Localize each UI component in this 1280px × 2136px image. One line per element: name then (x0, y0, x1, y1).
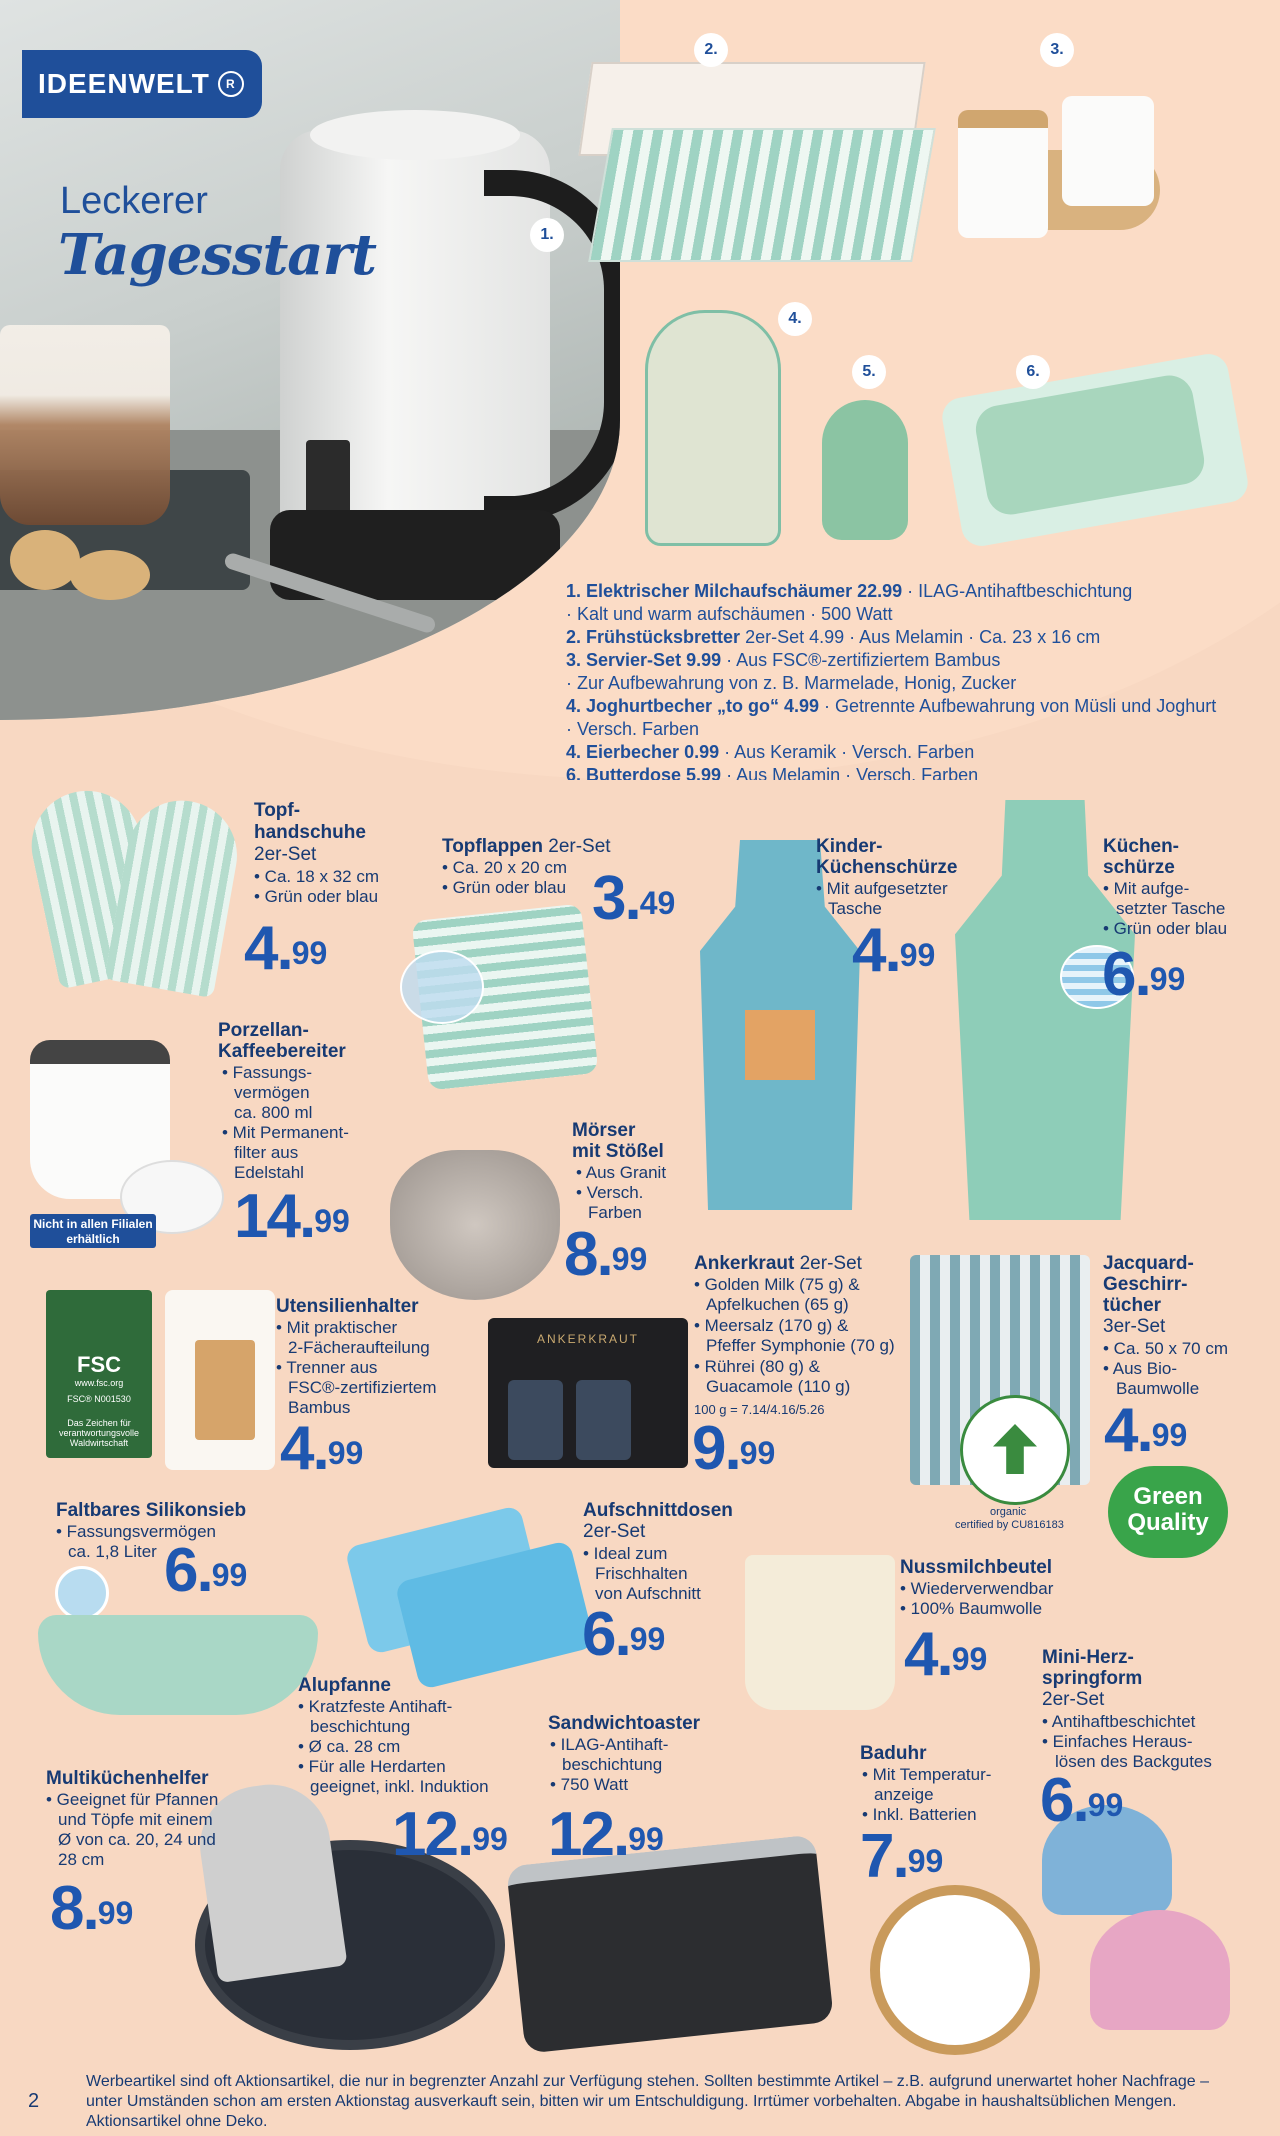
hero-item-line2: · Kalt und warm aufschäumen · 500 Watt (566, 604, 893, 624)
product-bullet: FSC®-zertifiziertem (288, 1378, 437, 1397)
price-tag: 4.99 (1104, 1396, 1188, 1465)
price-tag: 12.99 (548, 1800, 664, 1869)
price-tag: 8.99 (50, 1874, 134, 1943)
hero-item: 6. Butterdose 5.99 · Aus Melamin · Versch. Farben (566, 765, 979, 780)
product-bullet: • Fassungsvermögen (56, 1522, 216, 1541)
product-bullet: setzter Tasche (1116, 899, 1226, 918)
product-bullet: • Ca. 18 x 32 cm (254, 867, 380, 886)
spice-box-image: ANKERKRAUT (488, 1318, 688, 1468)
marker-2: 2. (694, 33, 728, 67)
product-name: Faltbares Silikonsieb (56, 1500, 247, 1521)
marker-1: 1. (530, 218, 564, 252)
product-bullet: 2-Fächeraufteilung (288, 1338, 430, 1357)
product-subtitle: 2er-Set (1042, 1689, 1105, 1710)
product-bullet: • Meersalz (170 g) & (694, 1316, 849, 1335)
product-subtitle: 2er-Set (583, 1521, 646, 1542)
zoom-detail-image (400, 950, 484, 1024)
hero-item: 4. Joghurtbecher „to go“ 4.99 · Getrennte Aufbewahrung von Müsli und Joghurt (566, 696, 1217, 716)
milk-frother-image (280, 130, 550, 580)
product-bullet: • Für alle Herdarten (298, 1757, 446, 1776)
product-name: Aufschnittdosen (583, 1500, 733, 1521)
product-bullet: • Grün oder blau (442, 878, 567, 897)
product-bullet: filter aus (234, 1143, 299, 1162)
product-name: Küchen- (1103, 836, 1179, 857)
availability-badge: Nicht in allen Filialen erhältlich (30, 1214, 156, 1248)
product-bullet: • Mit Permanent- (222, 1123, 349, 1142)
product-bullet: lösen des Backgutes (1055, 1752, 1212, 1771)
product-name: Multiküchenhelfer (46, 1768, 209, 1789)
spice-jar-image (508, 1380, 563, 1460)
product-bullet: • Rührei (80 g) & (694, 1357, 820, 1376)
ideenwelt-logo: IDEENWELT R (22, 50, 262, 118)
product-name: Alupfanne (298, 1675, 391, 1696)
product-bullet: ca. 1,8 Liter (68, 1542, 157, 1561)
product-bullet: • Golden Milk (75 g) & (694, 1275, 860, 1294)
product-bullet: Baumwolle (1116, 1379, 1200, 1398)
price-tag: 8.99 (564, 1220, 648, 1289)
organic-cert-text: organic (990, 1506, 1027, 1518)
product-bullet: von Aufschnitt (595, 1584, 701, 1603)
product-name: mit Stößel (572, 1141, 664, 1162)
product-bullet: • Fassungs- (222, 1063, 313, 1082)
product-name: springform (1042, 1668, 1143, 1689)
product-bullet: • Wiederverwendbar (900, 1579, 1054, 1598)
bathroom-clock-image (870, 1885, 1040, 2055)
product-bullet: Bambus (288, 1398, 351, 1417)
price-tag: 3.49 (592, 864, 676, 933)
product-bullet: und Töpfe mit einem (58, 1810, 213, 1829)
product-bullet: Guacamole (110 g) (706, 1377, 851, 1396)
product-bullet: Pfeffer Symphonie (70 g) (706, 1336, 895, 1355)
disclaimer-text: Werbeartikel sind oft Aktionsartikel, die nur in begrenzter Anzahl zur Verfügung stehen. Sollten bestimmte Artikel – z.B. aufgrund unerwartet hoher Nachfrage – unter Umständen schon am ersten Aktionstag ausverkauft sein, bitten wir um Entschuldigung. Irrtümer vorbehalten. Abgabe in haushaltsüblichen Mengen. Aktionsartikel ohne Deko. (86, 2073, 1209, 2130)
price-tag: 4.99 (244, 914, 328, 983)
product-bullet: ca. 800 ml (234, 1103, 313, 1122)
product-bullet: • Trenner aus (276, 1358, 378, 1377)
product-name: Mini-Herz- (1042, 1647, 1134, 1668)
product-name: Porzellan- (218, 1020, 309, 1041)
product-bullet: • Versch. (576, 1183, 644, 1202)
latte-cup-image (0, 325, 170, 525)
silicone-colander-image (38, 1615, 318, 1715)
mortar-image (390, 1150, 560, 1300)
price-tag: 6.99 (582, 1600, 666, 1669)
hero-item-list (566, 580, 1266, 780)
product-name: schürze (1103, 857, 1175, 878)
product-bullet: • Antihaftbeschichtet (1042, 1712, 1196, 1731)
gots-certification-logo (960, 1395, 1070, 1505)
cookie-image (10, 530, 80, 590)
product-bullet: • Kratzfeste Antihaft- (298, 1697, 453, 1716)
unit-price: 100 g = 7.14/4.16/5.26 (694, 1402, 825, 1417)
product-bullet: geeignet, inkl. Induktion (310, 1777, 489, 1796)
hero-title-line1: Leckerer (60, 180, 208, 222)
product-bullet: • Mit aufgesetzter (816, 879, 948, 898)
marker-6: 6. (1016, 355, 1050, 389)
price-tag: 4.99 (852, 916, 936, 985)
hero-section (0, 0, 1280, 780)
product-bullet: 28 cm (58, 1850, 105, 1869)
price-tag: 6.99 (164, 1536, 248, 1605)
product-bullet: • Ca. 50 x 70 cm (1103, 1339, 1229, 1358)
product-bullet: • Mit aufge- (1103, 879, 1190, 898)
hero-item-line2: · Versch. Farben (566, 719, 700, 739)
footer (0, 2068, 1280, 2136)
product-bullet: Edelstahl (234, 1163, 304, 1182)
price-tag: 12.99 (392, 1800, 508, 1869)
product-name: Topflappen 2er-Set (442, 836, 611, 857)
product-name: Geschirr- (1103, 1274, 1188, 1295)
product-bullet: vermögen (234, 1083, 310, 1102)
product-bullet: Apfelkuchen (65 g) (706, 1295, 849, 1314)
product-bullet: • Aus Bio- (1103, 1359, 1177, 1378)
hero-title-line2: Tagesstart (58, 222, 376, 288)
bamboo-divider-image (195, 1340, 255, 1440)
marker-4: 4. (778, 302, 812, 336)
product-name: Baduhr (860, 1743, 927, 1764)
marker-5: 5. (852, 355, 886, 389)
product-bullet: • Grün oder blau (1103, 919, 1228, 938)
product-bullet: • Mit Temperatur- (862, 1765, 992, 1784)
product-name: Küchenschürze (816, 857, 958, 878)
product-bullet: • Grün oder blau (254, 887, 379, 906)
product-bullet: Farben (588, 1203, 642, 1222)
product-name: Jacquard- (1103, 1253, 1194, 1274)
hero-item: 3. Servier-Set 9.99 · Aus FSC®-zertifiziertem Bambus (566, 650, 1001, 670)
product-bullet: • Ø ca. 28 cm (298, 1737, 401, 1756)
hero-item: 4. Eierbecher 0.99 · Aus Keramik · Versch. Farben (566, 742, 975, 762)
product-bullet: Tasche (828, 899, 882, 918)
placemat-striped-image (588, 128, 936, 262)
price-tag: 6.99 (1040, 1766, 1124, 1835)
product-name: Kaffeebereiter (218, 1041, 346, 1062)
product-name: Mörser (572, 1120, 636, 1141)
cookie-image (70, 550, 150, 600)
product-name: Utensilienhalter (276, 1296, 419, 1317)
product-bullet: • Geeignet für Pfannen (46, 1790, 219, 1809)
apron-pocket-image (745, 1010, 815, 1080)
price-tag: 6.99 (1102, 940, 1186, 1009)
heart-springform-image (1090, 1910, 1230, 2030)
fsc-logo: FSC www.fsc.org FSC® N001530 Das Zeichen für verantwortungsvolle Waldwirtschaft (46, 1290, 152, 1458)
egg-cup-image (822, 400, 908, 540)
marker-3: 3. (1040, 33, 1074, 67)
hero-item-line2: · Zur Aufbewahrung von z. B. Marmelade, Honig, Zucker (566, 673, 1017, 693)
product-bullet: • Ideal zum (583, 1544, 668, 1563)
product-bullet: Ø von ca. 20, 24 und (58, 1830, 216, 1849)
product-bullet: • ILAG-Antihaft- (550, 1735, 669, 1754)
price-tag: 7.99 (860, 1822, 944, 1891)
product-name: Nussmilchbeutel (900, 1557, 1053, 1578)
product-name: Sandwichtoaster (548, 1713, 701, 1734)
product-subtitle: 2er-Set (254, 844, 317, 865)
product-bullet: Frischhalten (595, 1564, 688, 1583)
product-name: Ankerkraut 2er-Set (694, 1253, 862, 1274)
hero-item: 2. Frühstücksbretter 2er-Set 4.99 · Aus Melamin · Ca. 23 x 16 cm (566, 627, 1101, 647)
color-swatch-icon (55, 1566, 109, 1620)
product-name: handschuhe (254, 822, 366, 843)
nut-milk-bag-image (745, 1555, 895, 1710)
spice-jar-image (576, 1380, 631, 1460)
product-subtitle: 3er-Set (1103, 1316, 1166, 1337)
price-tag: 4.99 (280, 1414, 364, 1483)
product-bullet: • Einfaches Heraus- (1042, 1732, 1193, 1751)
product-name: Kinder- (816, 836, 883, 857)
organic-cert-code: certified by CU816183 (955, 1519, 1064, 1531)
product-bullet: • Ca. 20 x 20 cm (442, 858, 568, 877)
product-bullet: • Aus Granit (576, 1163, 667, 1182)
price-tag: 4.99 (904, 1620, 988, 1689)
product-bullet: • 750 Watt (550, 1775, 629, 1794)
yogurt-cup-image (645, 310, 781, 546)
jar-image (958, 110, 1048, 238)
page-number: 2 (28, 2090, 40, 2112)
product-name: Topf- (254, 800, 301, 821)
product-bullet: • Mit praktischer (276, 1318, 398, 1337)
price-tag: 14.99 (234, 1182, 350, 1251)
price-tag: 9.99 (692, 1414, 776, 1483)
product-bullet: • 100% Baumwolle (900, 1599, 1043, 1618)
product-bullet: beschichtung (562, 1755, 663, 1774)
jar-image (1062, 96, 1154, 206)
product-bullet: beschichtung (310, 1717, 411, 1736)
green-quality-badge: Green Quality (1108, 1466, 1228, 1558)
product-bullet: anzeige (874, 1785, 934, 1804)
hero-item: 1. Elektrischer Milchaufschäumer 22.99 · ILAG-Antihaftbeschichtung (566, 581, 1133, 601)
product-bullet: • Inkl. Batterien (862, 1805, 977, 1824)
product-name: tücher (1103, 1295, 1162, 1316)
